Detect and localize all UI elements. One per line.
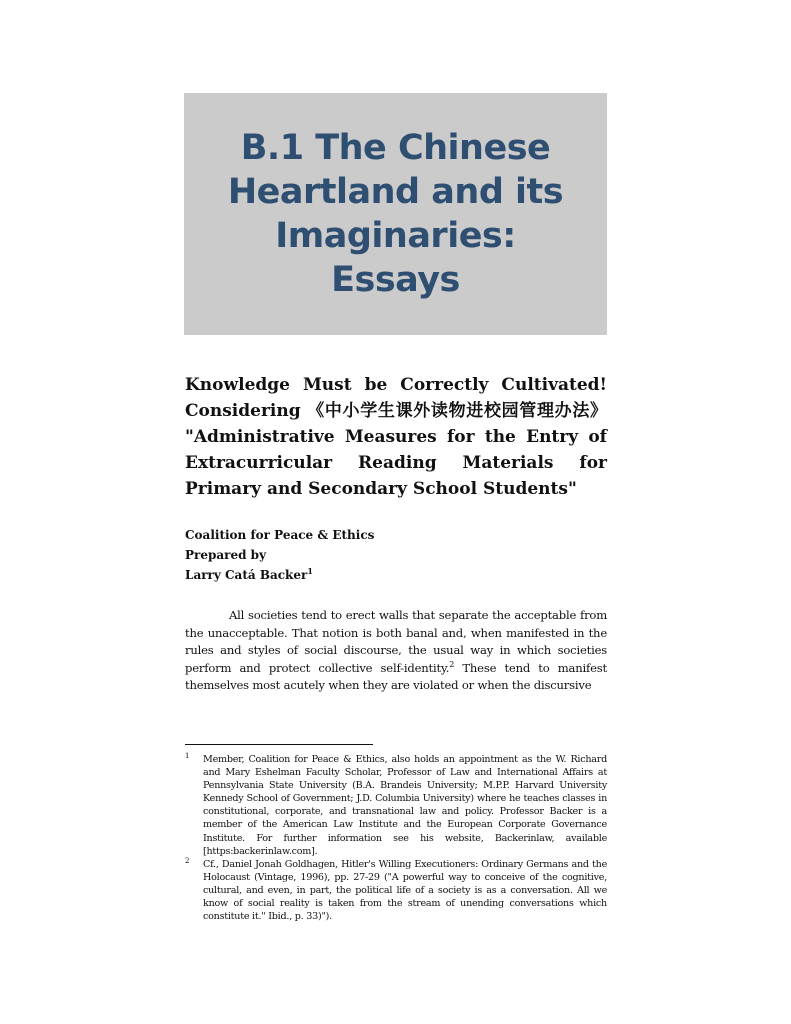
body-paragraph-part1: All societies tend to erect walls that separate the acceptable from the unacceptable. That notion is both banal and, when manifested in the rules and styles of social discourse, the usual way in which societies perform and protect collective self-identity.	[185, 608, 607, 675]
footnote-marker: 2	[185, 856, 190, 865]
footnote-text: Member, Coalition for Peace & Ethics, also holds an appointment as the W. Richard and Mary Eshelman Faculty Scholar, Professor of Law and International Affairs at Pennsylvania State University (B.A. Brandeis University; M.P.P. Harvard University Kennedy School of Government; J.D. Columbia University) where he teaches classes in constitutional, corporate, and transnational law and policy. Professor Backer is a member of the American Law Institute and the European Corporate Governance Institute. For further information see his website, Backerinlaw, available [https:backerinlaw.com].	[203, 754, 607, 857]
byline-organization: Coalition for Peace & Ethics	[185, 528, 375, 542]
footnote-marker: 1	[185, 752, 190, 760]
footnote-reference-2[interactable]: 2	[449, 659, 455, 669]
banner-title	[228, 126, 563, 302]
footnote-divider	[185, 744, 373, 745]
banner-title-line: B.1 The Chinese	[240, 128, 551, 168]
body-paragraph-part2: These tend to manifest themselves most acutely when they are violated or when the discursive	[185, 660, 607, 693]
byline-author: Larry Catá Backer	[185, 568, 308, 582]
byline	[185, 525, 374, 585]
footnote-1	[185, 753, 607, 858]
footnote-text: Cf., Daniel Jonah Goldhagen, Hitler's Willing Executioners: Ordinary Germans and the Holocaust (Vintage, 1996), pp. 27-29 ("A powerful way to conceive of the cognitive, cultural, and even, in part, the political life of a society is as a conversation. All we know of social reality is taken from the stream of unending conversations which constitute it." Ibid., p. 33)").	[203, 858, 607, 923]
banner-title-line: Heartland and its	[227, 172, 564, 212]
footnote-reference-1[interactable]: 1	[307, 566, 313, 576]
article-title: Knowledge Must be Correctly Cultivated! Considering 《中小学生课外读物进校园管理办法》 "Administrative Measures for the Entry of Extracurricular Reading Materials for Primary and Secondary School Students"	[185, 375, 607, 499]
banner-title-line: Essays	[331, 260, 460, 300]
footnote-2	[185, 858, 607, 923]
byline-author-line	[185, 565, 374, 585]
banner-title-line: Imaginaries:	[275, 216, 516, 256]
footnotes-list	[185, 753, 607, 923]
body-paragraph	[185, 607, 607, 695]
title-banner	[184, 93, 607, 335]
byline-prepared-by: Prepared by	[185, 548, 267, 562]
